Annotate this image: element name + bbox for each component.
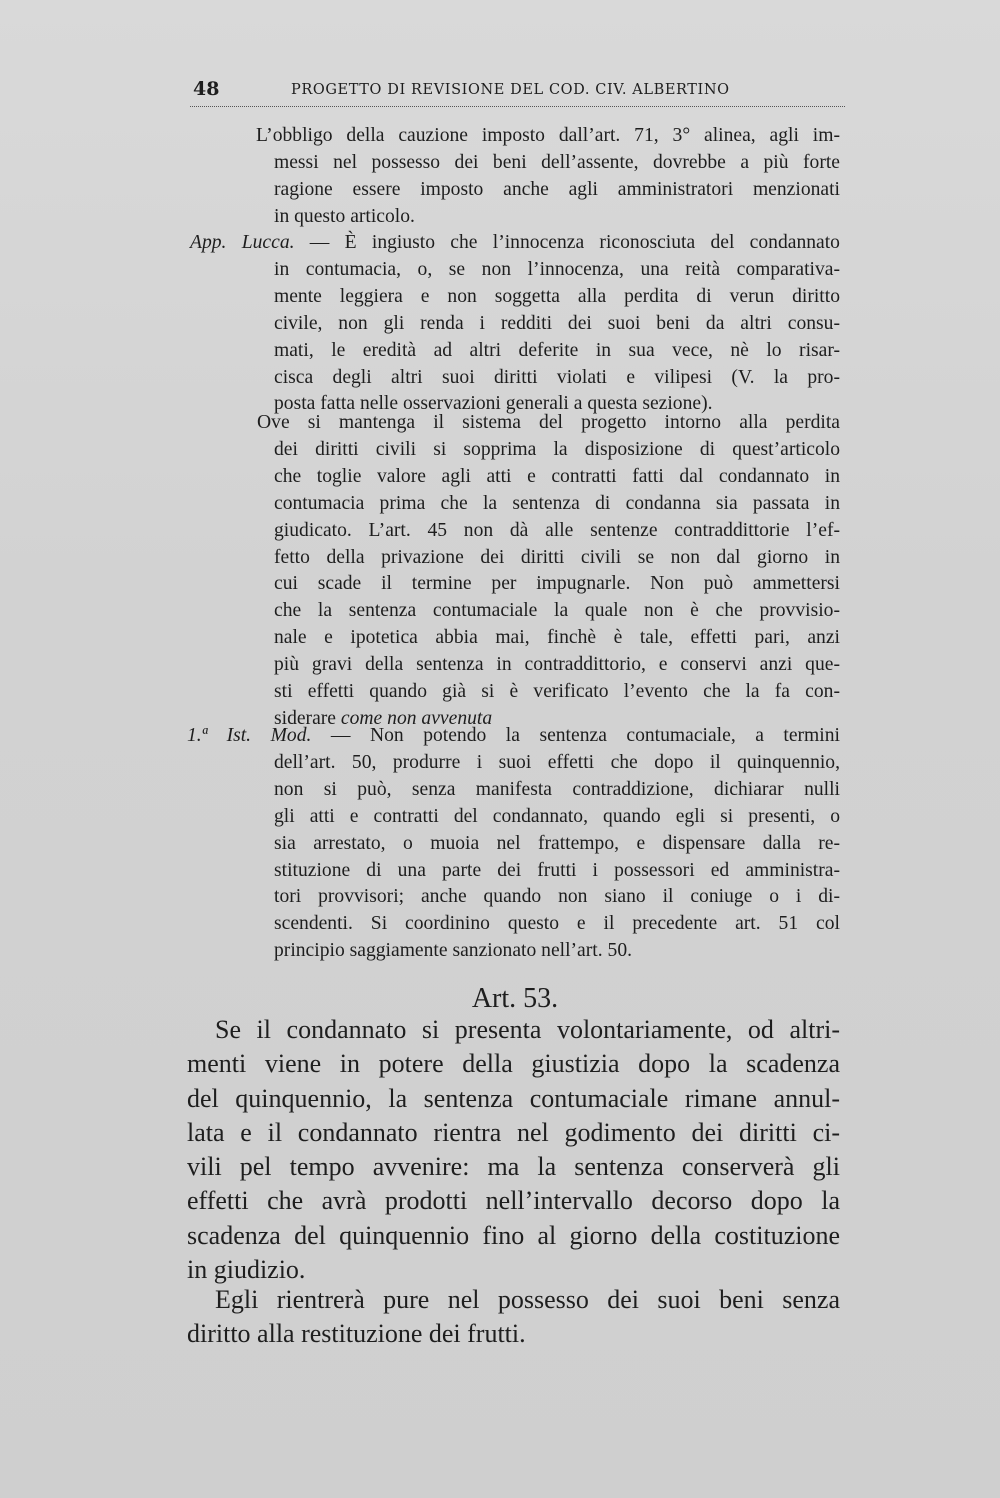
text-line: del quinquennio, la sentenza contumaciale rimane annul-	[187, 1083, 840, 1113]
text-line: non si può, senza manifesta contraddizione, dichiarar nulli	[274, 778, 840, 800]
text-line: ragione essere imposto anche agli amministratori menzionati	[274, 178, 840, 200]
text-line: gli atti e contratti del condannato, quando egli si presenti, o	[274, 805, 840, 827]
text-line: in giudizio.	[187, 1255, 306, 1285]
text-line: fetto della privazione dei diritti civili se non dal giorno in	[274, 546, 840, 568]
text-line: dell’art. 50, produrre i suoi effetti che dopo il quinquennio,	[274, 751, 840, 773]
text-line: menti viene in potere della giustizia dopo la scadenza	[187, 1049, 840, 1079]
article-paragraph-2	[187, 1283, 840, 1352]
source-label: App. Lucca.	[190, 232, 295, 253]
text-line: dei diritti civili si sopprima la disposizione di quest’articolo	[274, 438, 840, 460]
text-line: principio saggiamente sanzionato nell’art. 50.	[274, 940, 633, 962]
text-line: Ove si mantenga il sistema del progetto intorno alla perdita	[257, 412, 840, 433]
article-paragraph-1	[187, 1013, 840, 1287]
text-line: in contumacia, o, se non l’innocenza, una reità comparativa-	[274, 258, 840, 280]
commentary-paragraph-1	[256, 123, 840, 231]
text-line: cui scade il termine per impugnarle. Non può ammettersi	[274, 573, 840, 595]
running-head: PROGETTO DI REVISIONE DEL COD. CIV. ALBERTINO	[291, 82, 730, 98]
text-line: tori provvisori; anche quando non siano il coniuge o i di-	[274, 886, 840, 908]
page-number: 48	[193, 78, 220, 100]
text-line: contumacia prima che la sentenza di condanna sia passata in	[274, 492, 840, 514]
italic-phrase: come non avvenuta	[340, 707, 493, 729]
text-line: lata e il condannato rientra nel godimento dei diritti ci-	[187, 1117, 840, 1147]
text-line: mati, le eredità ad altri deferite in sua vece, nè lo risar-	[274, 339, 840, 361]
text-line: scendenti. Si coordinino questo e il precedente art. 51 col	[274, 913, 840, 935]
commentary-paragraph-2	[190, 230, 840, 418]
text-line: App. Lucca. — È ingiusto che l’innocenza riconosciuta del condannato	[190, 232, 840, 253]
text-line: L’obbligo della cauzione imposto dall’art. 71, 3° alinea, agli im-	[256, 125, 840, 146]
source-label: 1.ª Ist. Mod.	[187, 725, 312, 746]
text-line: siderare come non avvenuta	[274, 707, 493, 729]
text-line: che la sentenza contumaciale la quale non è che provvisio-	[274, 600, 840, 622]
text-line: effetti che avrà prodotti nell’intervallo decorso dopo la	[187, 1186, 840, 1216]
page-header	[190, 78, 845, 107]
text-line: che toglie valore agli atti e contratti fatti dal condannato in	[274, 465, 840, 487]
text-line: 1.ª Ist. Mod. — Non potendo la sentenza contumaciale, a termini	[187, 725, 840, 746]
text-line: scadenza del quinquennio fino al giorno della costituzione	[187, 1220, 840, 1250]
text-line: sia arrestato, o muoia nel frattempo, e dispensare dalla re-	[274, 832, 840, 854]
text-line: Se il condannato si presenta volontariamente, od altri-	[215, 1015, 840, 1044]
text-line: stituzione di una parte dei frutti i possessori ed amministra-	[274, 859, 840, 881]
text-line: vili pel tempo avvenire: ma la sentenza conserverà gli	[187, 1152, 840, 1182]
article-heading: Art. 53.	[471, 983, 559, 1014]
text-line: diritto alla restituzione dei frutti.	[187, 1319, 526, 1349]
text-line: messi nel possesso dei beni dell’assente, dovrebbe a più forte	[274, 151, 840, 173]
text-line: mente leggiera e non soggetta alla perdita di verun diritto	[274, 285, 840, 307]
text-line: Egli rientrerà pure nel possesso dei suoi beni senza	[215, 1285, 840, 1314]
text-line: più gravi della sentenza in contraddittorio, e conservi anzi que-	[274, 654, 840, 676]
commentary-paragraph-4	[187, 723, 840, 965]
text-line: giudicato. L’art. 45 non dà alle sentenze contraddittorie l’ef-	[274, 519, 840, 541]
text-line: sti effetti quando già si è verificato l’evento che la fa con-	[274, 681, 840, 703]
text-line: in questo articolo.	[274, 205, 415, 227]
text-line: posta fatta nelle osservazioni generali a questa sezione).	[274, 393, 713, 415]
text-line: civile, non gli renda i redditi dei suoi beni da altri consu-	[274, 312, 840, 334]
text-line: cisca degli altri suoi diritti violati e vilipesi (V. la pro-	[274, 366, 840, 388]
text-line: nale e ipotetica abbia mai, finchè è tale, effetti pari, anzi	[274, 627, 840, 649]
commentary-paragraph-3	[257, 410, 840, 733]
